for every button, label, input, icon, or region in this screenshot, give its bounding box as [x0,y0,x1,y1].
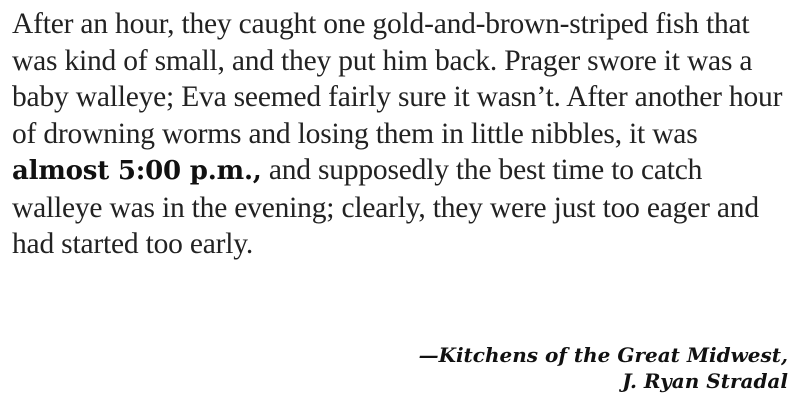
attribution-author: J. Ryan Stradal [622,369,788,393]
attribution [419,342,788,394]
passage-text-before: After an hour, they caught one gold-and-brown-striped fish that was kind of small, and they put him back. Prager swore it was a baby walleye; Eva seemed fairly sure it wasn’t. After another hour of drowning worms and losing them in little nibbles, it was [12,8,783,150]
attribution-title: —Kitchens of the Great Midwest, [418,343,788,367]
passage-emphasis: almost 5:00 p.m., [12,156,262,186]
quote-passage [12,6,792,263]
passage-text-after: and supposedly the best time to catch walleye was in the evening; clearly, they were just too eager and had started too early. [12,154,759,260]
